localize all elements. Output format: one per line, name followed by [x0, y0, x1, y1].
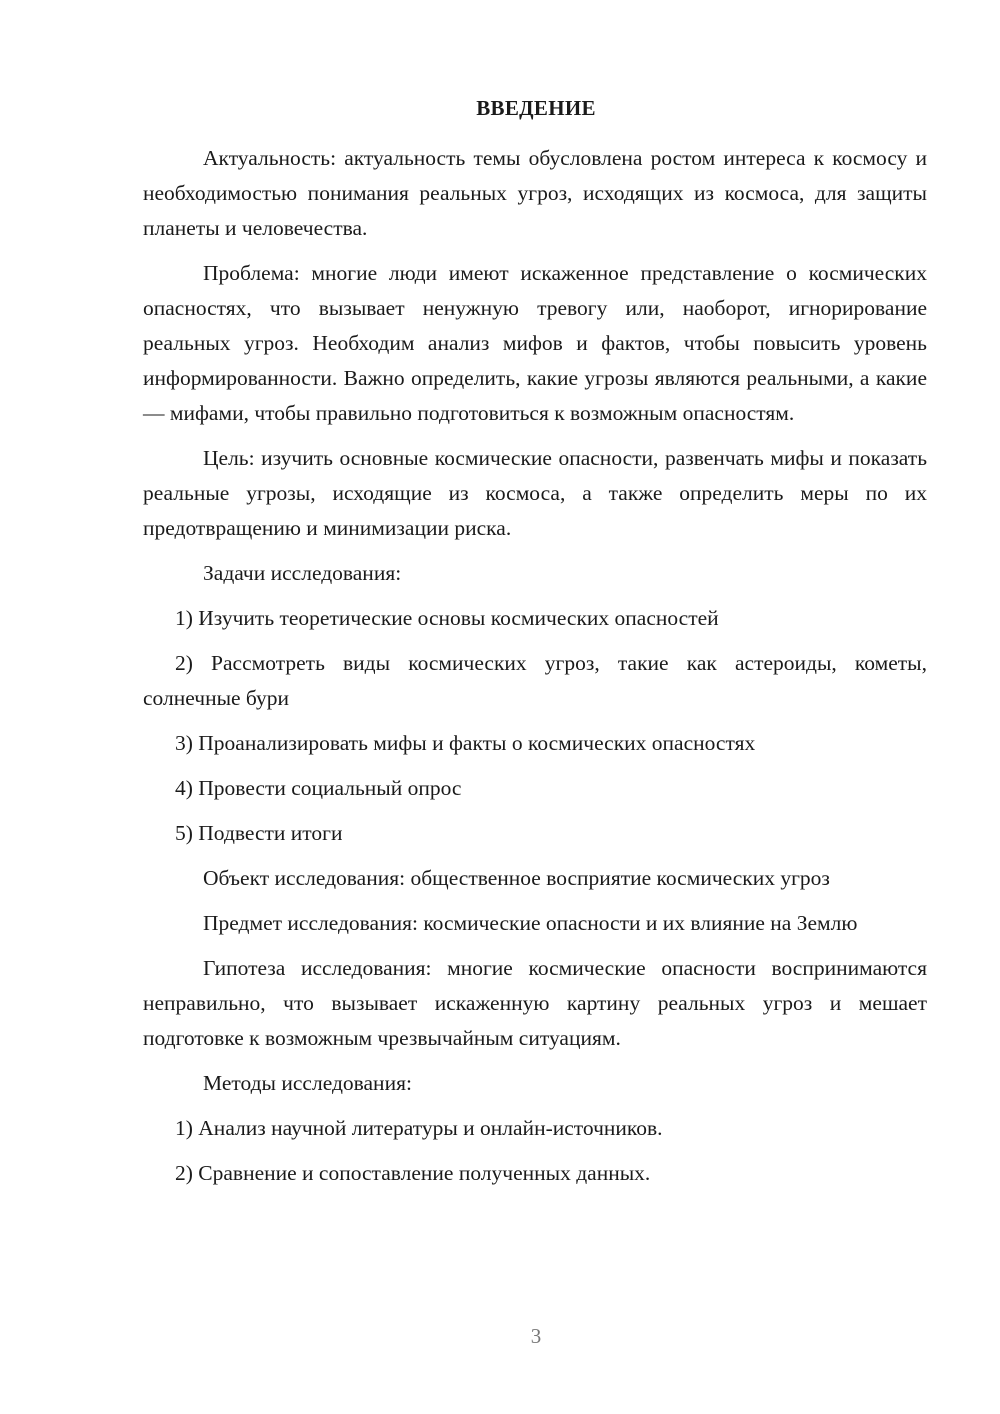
- document-body: [143, 141, 927, 1191]
- paragraph-problem: Проблема: многие люди имеют искаженное представление о космических опасностях, что вызывает ненужную тревогу или, наоборот, игнорирование реальных угроз. Необходим анализ мифов и фактов, чтобы повысить уровень информированности. Важно определить, какие угрозы являются реальными, а какие — мифами, чтобы правильно подготовиться к возможным опасностям.: [143, 261, 927, 425]
- paragraph-relevance: Актуальность: актуальность темы обусловлена ростом интереса к космосу и необходимостью понимания реальных угроз, исходящих из космоса, для защиты планеты и человечества.: [143, 146, 927, 240]
- method-item-1: 1) Анализ научной литературы и онлайн-источников.: [175, 1116, 663, 1140]
- page-title: ВВЕДЕНИЕ: [476, 96, 596, 120]
- task-item-2: 2) Рассмотреть виды космических угроз, такие как астероиды, кометы, солнечные бури: [143, 651, 927, 710]
- paragraph-object: Объект исследования: общественное восприятие космических угроз: [203, 866, 830, 890]
- task-item-3: 3) Проанализировать мифы и факты о космических опасностях: [175, 731, 756, 755]
- paragraph-goal: Цель: изучить основные космические опасности, развенчать мифы и показать реальные угрозы, исходящие из космоса, а также определить меры по их предотвращению и минимизации риска.: [143, 446, 927, 540]
- paragraph-hypothesis: Гипотеза исследования: многие космические опасности воспринимаются неправильно, что вызывает искаженную картину реальных угроз и мешает подготовке к возможным чрезвычайным ситуациям.: [143, 956, 927, 1050]
- task-item-4: 4) Провести социальный опрос: [175, 776, 462, 800]
- page-number: 3: [530, 1324, 542, 1348]
- task-item-5: 5) Подвести итоги: [175, 821, 343, 845]
- method-item-2: 2) Сравнение и сопоставление полученных данных.: [175, 1161, 651, 1185]
- task-item-1: 1) Изучить теоретические основы космических опасностей: [175, 606, 719, 630]
- paragraph-subject: Предмет исследования: космические опасности и их влияние на Землю: [203, 911, 858, 935]
- tasks-heading: Задачи исследования:: [203, 561, 402, 585]
- methods-heading: Методы исследования:: [203, 1071, 412, 1095]
